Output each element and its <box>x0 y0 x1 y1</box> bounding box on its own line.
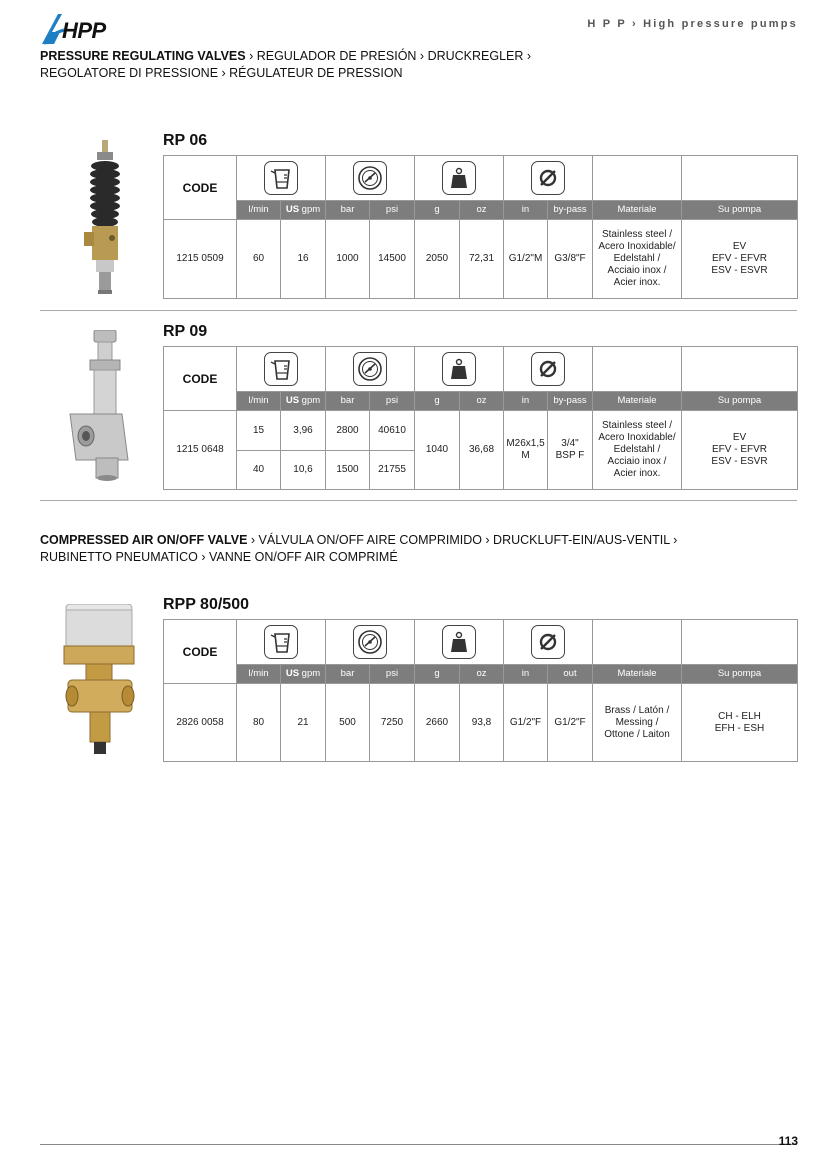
unit-oz: oz <box>460 392 504 411</box>
gpm-value: 3,96 <box>281 411 326 451</box>
lmin-value: 80 <box>237 684 281 762</box>
product-name-rpp80: RPP 80/500 <box>163 596 249 613</box>
psi-value: 14500 <box>370 220 415 299</box>
pump-icon-cell <box>682 347 798 392</box>
bar-value: 2800 <box>326 411 370 451</box>
unit-lmin: l/min <box>237 665 281 684</box>
unit-usgpm: US gpm <box>281 201 326 220</box>
weight-cell <box>415 156 504 201</box>
flow-cell <box>237 156 326 201</box>
unit-psi: psi <box>370 201 415 220</box>
gpm-value: 16 <box>281 220 326 299</box>
section-title-bold: PRESSURE REGULATING VALVES <box>40 49 246 63</box>
product-photo-rp06 <box>78 140 134 301</box>
unit-bar: bar <box>326 201 370 220</box>
oz-value: 72,31 <box>460 220 504 299</box>
diameter-cell <box>504 347 593 392</box>
unit-lmin: l/min <box>237 201 281 220</box>
psi-value: 21755 <box>370 451 415 490</box>
g-value: 2050 <box>415 220 460 299</box>
bypass-value: 3/4" BSP F <box>548 411 593 490</box>
code-header: CODE <box>164 347 237 411</box>
product-name-rp09: RP 09 <box>163 323 208 340</box>
unit-oz: oz <box>460 201 504 220</box>
diameter-icon <box>531 161 565 195</box>
divider <box>40 500 797 501</box>
lmin-value: 60 <box>237 220 281 299</box>
section-title-air-valve <box>40 532 677 566</box>
bar-value: 1500 <box>326 451 370 490</box>
code-header: CODE <box>164 156 237 220</box>
table-row <box>164 684 798 762</box>
section-title-bold: COMPRESSED AIR ON/OFF VALVE <box>40 533 248 547</box>
footer-divider <box>40 1144 797 1145</box>
product-name-rp06: RP 06 <box>163 132 208 149</box>
pressure-cell <box>326 620 415 665</box>
lmin-value: 15 <box>237 411 281 451</box>
product-photo-rp09 <box>66 330 146 487</box>
unit-bar: bar <box>326 665 370 684</box>
weight-icon <box>442 625 476 659</box>
header-breadcrumb: H P P › High pressure pumps <box>587 18 798 30</box>
material-value: Stainless steel / Acero Inoxidable/ Edelstahl / Acciaio inox / Acier inox. <box>593 411 682 490</box>
weight-icon <box>442 352 476 386</box>
material-icon-cell <box>593 620 682 665</box>
page-number: 113 <box>778 1134 798 1148</box>
material-icon-cell <box>593 347 682 392</box>
flow-icon <box>264 161 298 195</box>
lmin-value: 40 <box>237 451 281 490</box>
diameter-cell <box>504 156 593 201</box>
bar-value: 500 <box>326 684 370 762</box>
unit-oz: oz <box>460 665 504 684</box>
unit-in: in <box>504 665 548 684</box>
code-value: 2826 0058 <box>164 684 237 762</box>
unit-bar: bar <box>326 392 370 411</box>
pressure-gauge-icon <box>353 161 387 195</box>
table-row <box>164 411 798 451</box>
oz-value: 36,68 <box>460 411 504 490</box>
in-value: G1/2"F <box>504 684 548 762</box>
diameter-icon <box>531 352 565 386</box>
unit-lmin: l/min <box>237 392 281 411</box>
diameter-icon <box>531 625 565 659</box>
material-value: Stainless steel / Acero Inoxidable/ Edelstahl / Acciaio inox / Acier inox. <box>593 220 682 299</box>
diameter-cell <box>504 620 593 665</box>
pressure-cell <box>326 156 415 201</box>
flow-cell <box>237 347 326 392</box>
unit-out: out <box>548 665 593 684</box>
unit-usgpm: US gpm <box>281 665 326 684</box>
pump-icon-cell <box>682 620 798 665</box>
unit-bypass: by-pass <box>548 201 593 220</box>
section-title-pressure-valves <box>40 48 531 82</box>
unit-in: in <box>504 392 548 411</box>
material-icon-cell <box>593 156 682 201</box>
in-value: M26x1,5 M <box>504 411 548 490</box>
pump-value: EV EFV - EFVR ESV - ESVR <box>682 411 798 490</box>
weight-cell <box>415 620 504 665</box>
flow-cell <box>237 620 326 665</box>
section-title-rest: › REGULADOR DE PRESIÓN › DRUCKREGLER › <box>245 49 532 63</box>
table-row <box>164 220 798 299</box>
out-value: G1/2"F <box>548 684 593 762</box>
pressure-cell <box>326 347 415 392</box>
section-title-line2: RUBINETTO PNEUMATICO › VANNE ON/OFF AIR COMPRIMÉ <box>40 550 398 564</box>
code-value: 1215 0648 <box>164 411 237 490</box>
divider <box>40 310 797 311</box>
weight-icon <box>442 161 476 195</box>
g-value: 1040 <box>415 411 460 490</box>
code-header: CODE <box>164 620 237 684</box>
pressure-gauge-icon <box>353 352 387 386</box>
unit-psi: psi <box>370 392 415 411</box>
hpp-logo <box>40 12 130 46</box>
g-value: 2660 <box>415 684 460 762</box>
unit-bypass: by-pass <box>548 392 593 411</box>
spec-table-rp09 <box>163 346 798 490</box>
unit-g: g <box>415 665 460 684</box>
psi-value: 7250 <box>370 684 415 762</box>
logo-text: HPP <box>62 18 106 43</box>
pump-value: CH - ELH EFH - ESH <box>682 684 798 762</box>
product-photo-rpp80 <box>58 604 144 765</box>
bypass-value: G3/8"F <box>548 220 593 299</box>
material-value: Brass / Latón / Messing / Ottone / Laiton <box>593 684 682 762</box>
section-title-line2: REGOLATORE DI PRESSIONE › RÉGULATEUR DE PRESSION <box>40 66 403 80</box>
bar-value: 1000 <box>326 220 370 299</box>
unit-g: g <box>415 392 460 411</box>
weight-cell <box>415 347 504 392</box>
unit-in: in <box>504 201 548 220</box>
unit-supompa: Su pompa <box>682 201 798 220</box>
unit-supompa: Su pompa <box>682 392 798 411</box>
flow-icon <box>264 625 298 659</box>
code-value: 1215 0509 <box>164 220 237 299</box>
unit-psi: psi <box>370 665 415 684</box>
unit-g: g <box>415 201 460 220</box>
pump-value: EV EFV - EFVR ESV - ESVR <box>682 220 798 299</box>
section-title-rest: › VÁLVULA ON/OFF AIRE COMPRIMIDO › DRUCKLUFT-EIN/AUS-VENTIL › <box>247 533 678 547</box>
unit-material: Materiale <box>593 392 682 411</box>
psi-value: 40610 <box>370 411 415 451</box>
oz-value: 93,8 <box>460 684 504 762</box>
pressure-gauge-icon <box>353 625 387 659</box>
in-value: G1/2"M <box>504 220 548 299</box>
unit-usgpm: US gpm <box>281 392 326 411</box>
unit-material: Materiale <box>593 201 682 220</box>
gpm-value: 21 <box>281 684 326 762</box>
flow-icon <box>264 352 298 386</box>
spec-table-rp06 <box>163 155 798 299</box>
unit-material: Materiale <box>593 665 682 684</box>
gpm-value: 10,6 <box>281 451 326 490</box>
unit-supompa: Su pompa <box>682 665 798 684</box>
spec-table-rpp80 <box>163 619 798 762</box>
pump-icon-cell <box>682 156 798 201</box>
